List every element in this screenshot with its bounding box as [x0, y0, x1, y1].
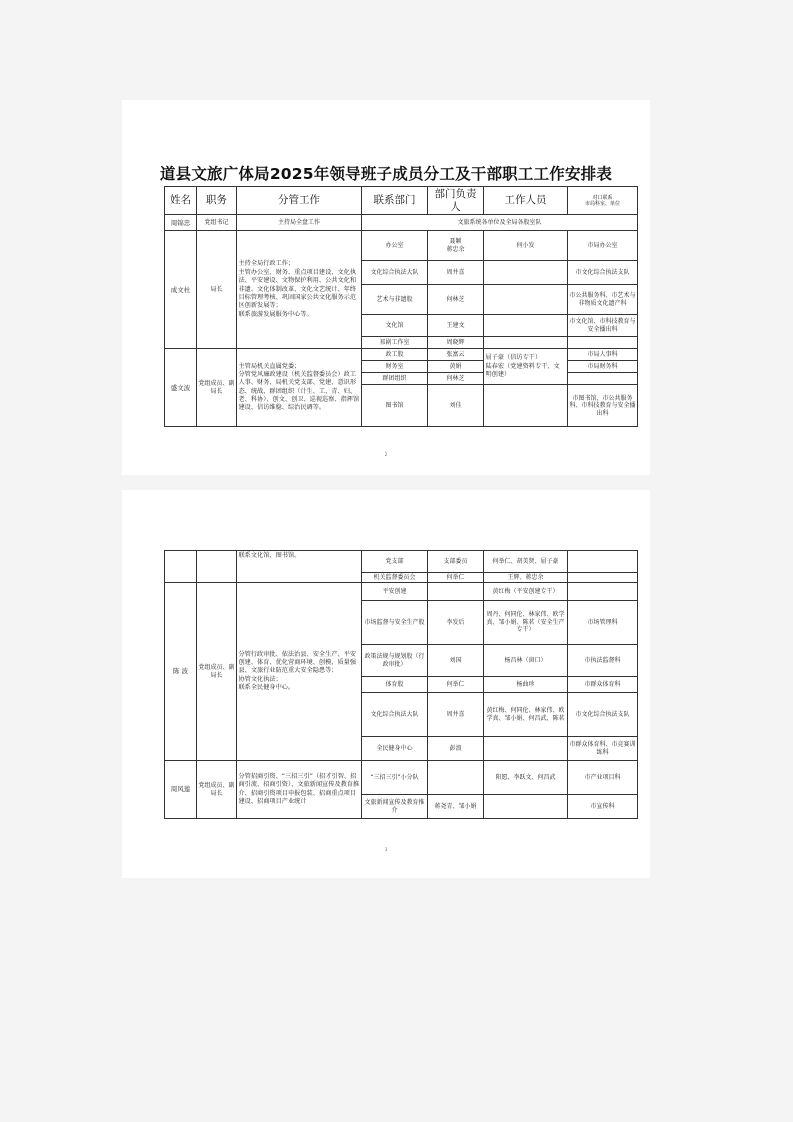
cell-post: 党组成员、副局长: [197, 761, 237, 819]
cell-dept-head: 刘佳: [428, 385, 484, 427]
cell-dept: 艺术与非遗股: [362, 285, 428, 315]
cell-staff: 杨昌林（窗口）: [484, 645, 568, 677]
cell-dept-head: [428, 583, 484, 601]
cell-name: 周锦忠: [165, 215, 197, 231]
page-number: 2: [384, 452, 388, 457]
cell-dept: 机关监督委员会: [362, 573, 428, 583]
cell-name: 成文杜: [165, 231, 197, 349]
cell-dept: 办公室: [362, 231, 428, 261]
cell-dept: 文化综合执法大队: [362, 261, 428, 285]
cell-dept-head: 聂颖 蒋忠余: [428, 231, 484, 261]
cell-staff: [484, 337, 568, 349]
cell-dept: 文旅系统各单位及全局各股室队: [362, 215, 638, 231]
cell-contact: 市图书馆、市公共服务科、市科技教育与安全播出科: [568, 385, 638, 427]
assignment-table-page-2: [164, 550, 638, 819]
cell-post: 党组成员、副局长: [197, 583, 237, 761]
cell-dept: 文化馆: [362, 315, 428, 337]
cell-dept: 图书馆: [362, 385, 428, 427]
cell-dept-head: 周井喜: [428, 693, 484, 737]
cell-duty: 主持局全盘工作: [237, 215, 362, 231]
table-header-row: [165, 187, 638, 215]
cell-dept-head: 蒋尧青、邹小娟: [428, 795, 484, 819]
cell-duty: 分管招商引资、“三招三引”（招才引智、招商引流、招商引资）、文旅新闻宣传及教育推介、招商引资项目申报包装、招商重点项目建设、招商项目产业统计: [237, 761, 362, 819]
cell-contact: 市群众体育科: [568, 677, 638, 693]
cell-dept-head: 何林芝: [428, 373, 484, 385]
cell-duty: 联系文化馆、图书馆。: [237, 551, 362, 583]
cell-post: [197, 551, 237, 583]
cell-staff: [484, 261, 568, 285]
cell-dept-head: [428, 761, 484, 795]
cell-staff: 黄红梅（平安创建专干）: [484, 583, 568, 601]
header-post: 职务: [197, 187, 237, 215]
cell-contact: 市产业项目科: [568, 761, 638, 795]
cell-dept-head: 彭浪: [428, 737, 484, 761]
cell-dept-head: 周晓辉: [428, 337, 484, 349]
cell-dept-head: 何举仁: [428, 573, 484, 583]
cell-dept: 政工股: [362, 349, 428, 361]
cell-contact: 市群众体育科、市竞赛训练科: [568, 737, 638, 761]
cell-duty: 主管局机关直属党委； 分管党风廉政建设（机关监督委员会）政工人事、财务、局机关党支部、党建、意识形态、统战、群团组织（计生、工、青、妇、老、科协）、创文、创卫、巡视巡察、指挥馆建设、信访维稳、综治民调等。: [237, 349, 362, 427]
cell-post: 局长: [197, 231, 237, 349]
cell-name: 盛文波: [165, 349, 197, 427]
table-row: [165, 761, 638, 795]
cell-post: 党组书记: [197, 215, 237, 231]
cell-staff: 周丹、何同伦、林家伟、欧学真、邹小娟、陈茗（安全生产专干）: [484, 601, 568, 645]
cell-contact: 市公共服务科、市艺术与非物质文化遗产科: [568, 285, 638, 315]
cell-staff: 杨曲珍: [484, 677, 568, 693]
cell-dept-head: 周井喜: [428, 261, 484, 285]
cell-contact: 市执法监督科: [568, 645, 638, 677]
cell-contact: 市局财务科: [568, 361, 638, 373]
cell-staff: 王辉、蒋忠余: [484, 573, 568, 583]
cell-duty: 分管行政审批、依法治县、安全生产、平安创建、体育、优化营商环境、创模、质量强县、文旅行业防范重大安全隐患等； 协管文化执法； 联系全民健身中心。: [237, 583, 362, 761]
cell-contact: [568, 573, 638, 583]
cell-dept-head: 张富云: [428, 349, 484, 361]
cell-dept: 政策法规与规划股（行政审批）: [362, 645, 428, 677]
cell-post: 党组成员、副局长: [197, 349, 237, 427]
cell-staff: 阳愿、李跃文、何昌武: [484, 761, 568, 795]
cell-staff: 屈子豪（信访专干） 陆春宏（党建资料专干、文明创建）: [484, 349, 568, 385]
cell-staff: [484, 285, 568, 315]
cell-dept: 群团组织: [362, 373, 428, 385]
header-duty: 分管工作: [237, 187, 362, 215]
cell-dept: “三招三引”小分队: [362, 761, 428, 795]
document-title: 道县文旅广体局2025年领导班子成员分工及干部职工工作安排表: [159, 165, 613, 183]
cell-name: 周风莲: [165, 761, 197, 819]
cell-staff: [484, 315, 568, 337]
document-page-2: [122, 490, 650, 878]
table-row: [165, 551, 638, 573]
cell-staff: 何小发: [484, 231, 568, 261]
cell-contact: 市文化综合执法支队: [568, 693, 638, 737]
cell-contact: 市宣传科: [568, 795, 638, 819]
cell-dept: 党支部: [362, 551, 428, 573]
cell-dept-head: 支部委员: [428, 551, 484, 573]
cell-dept: 文旅新闻宣传及教育推介: [362, 795, 428, 819]
cell-contact: 市局办公室: [568, 231, 638, 261]
header-staff: 工作人员: [484, 187, 568, 215]
cell-contact: [568, 583, 638, 601]
cell-dept: 财务室: [362, 361, 428, 373]
header-dept-head: 部门负责人: [428, 187, 484, 215]
cell-dept-head: 王建文: [428, 315, 484, 337]
cell-dept: 体育股: [362, 677, 428, 693]
table-row: [165, 215, 638, 231]
cell-contact: [568, 373, 638, 385]
cell-dept-head: 何举仁: [428, 677, 484, 693]
header-name: 姓名: [165, 187, 197, 215]
cell-dept-head: 黄娟: [428, 361, 484, 373]
cell-dept: 市场监督与安全生产股: [362, 601, 428, 645]
cell-dept-head: 李发后: [428, 601, 484, 645]
cell-name: [165, 551, 197, 583]
cell-staff: [484, 737, 568, 761]
cell-contact: [568, 551, 638, 573]
cell-staff: [484, 795, 568, 819]
cell-duty: 主持全局行政工作； 主管办公室、财务、重点项目建设，文化执法、平安建设、文物保护利用、公共文化和非遗、文化体制改革、文化文艺统计、年终目标管理考核、巩固国家公共文化服务示范区创新发展等； 联系旅游发展服务中心等。: [237, 231, 362, 349]
cell-staff: 何举仁、胡美贤、屈子豪: [484, 551, 568, 573]
cell-contact: 市文化综合执法支队: [568, 261, 638, 285]
cell-contact: 市文化馆、市科技教育与安全播出科: [568, 315, 638, 337]
cell-dept-head: 何林芝: [428, 285, 484, 315]
cell-dept: 平安创建: [362, 583, 428, 601]
cell-staff: [484, 385, 568, 427]
table-row: [165, 349, 638, 361]
cell-staff: 黄红梅、何同伦、林家伟、欧学真、邹小娟、何昌武、陈茗: [484, 693, 568, 737]
cell-dept: 文化综合执法大队: [362, 693, 428, 737]
page-number: 3: [384, 847, 388, 852]
table-row: [165, 583, 638, 601]
table-row: [165, 231, 638, 261]
cell-dept-head: 刘国: [428, 645, 484, 677]
cell-name: 陈 波: [165, 583, 197, 761]
cell-contact: [568, 337, 638, 349]
document-page-1: [122, 100, 650, 475]
header-contact: 对口联系 市局科室、单位: [568, 187, 638, 215]
header-dept: 联系部门: [362, 187, 428, 215]
cell-dept: 祁剧工作室: [362, 337, 428, 349]
assignment-table-page-1: [164, 186, 638, 427]
cell-contact: 市局人事科: [568, 349, 638, 361]
cell-contact: 市场管理科: [568, 601, 638, 645]
cell-dept: 全民健身中心: [362, 737, 428, 761]
